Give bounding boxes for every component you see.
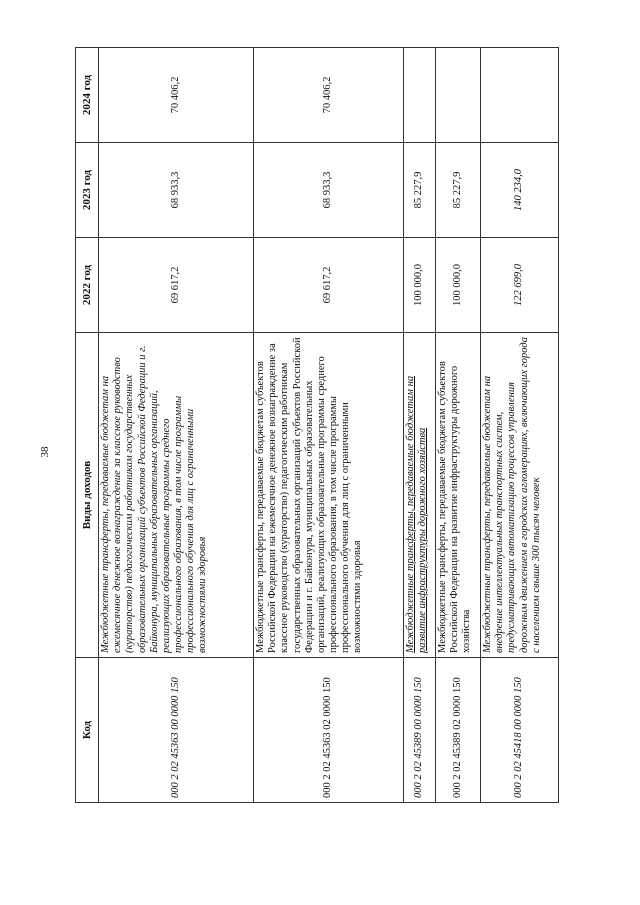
row-code: 000 2 02 45363 02 0000 150	[254, 658, 404, 803]
row-value-2022: 69 617,2	[99, 238, 254, 333]
row-value-2022: 69 617,2	[254, 238, 404, 333]
row-code: 000 2 02 45363 00 0000 150	[99, 658, 254, 803]
row-value-2024	[404, 48, 436, 143]
row-code: 000 2 02 45389 00 0000 150	[404, 658, 436, 803]
row-code: 000 2 02 45389 02 0000 150	[436, 658, 481, 803]
table-header-row	[76, 48, 99, 803]
row-value-2023: 85 227,9	[404, 143, 436, 238]
table-row	[99, 48, 254, 803]
header-code: Код	[76, 658, 99, 803]
row-value-2024: 70 406,2	[254, 48, 404, 143]
row-value-2024	[436, 48, 481, 143]
row-value-2023: 140 234,0	[481, 143, 559, 238]
table-row	[404, 48, 436, 803]
row-name: Межбюджетные трансферты, передаваемые бюджетам на развитие инфраструктуры дорожного хозяйства	[404, 333, 436, 658]
row-code: 000 2 02 45418 00 0000 150	[481, 658, 559, 803]
table-row	[436, 48, 481, 803]
row-value-2022: 100 000,0	[404, 238, 436, 333]
revenue-table	[75, 47, 559, 803]
row-name: Межбюджетные трансферты, передаваемые бюджетам субъектов Российской Федерации на развитие инфраструктуры дорожного хозяйства	[436, 333, 481, 658]
table-row	[481, 48, 559, 803]
row-name: Межбюджетные трансферты, передаваемые бюджетам на внедрение интеллектуальных транспортных систем, предусматривающих автоматизацию процессов управления дорожным движением в городских агломерациях, включающих города с населением свыше 300 тысяч человек	[481, 333, 559, 658]
row-value-2023: 68 933,3	[254, 143, 404, 238]
table-row	[254, 48, 404, 803]
row-value-2023: 85 227,9	[436, 143, 481, 238]
header-2024: 2024 год	[76, 48, 99, 143]
row-value-2023: 68 933,3	[99, 143, 254, 238]
row-value-2024	[481, 48, 559, 143]
header-name: Виды доходов	[76, 333, 99, 658]
header-2023: 2023 год	[76, 143, 99, 238]
row-value-2022: 100 000,0	[436, 238, 481, 333]
rotated-table-container	[75, 48, 555, 803]
row-value-2022: 122 699,0	[481, 238, 559, 333]
row-value-2024: 70 406,2	[99, 48, 254, 143]
page-number: 38	[39, 446, 51, 458]
header-2022: 2022 год	[76, 238, 99, 333]
row-name: Межбюджетные трансферты, передаваемые бюджетам на ежемесячное денежное вознаграждение за классное руководство (кураторство) педагогическим работникам государственных образовательных организаций субъектов Российской Федерации и г. Байконура, муниципальных образовательных организаций, реализующих образовательные программы среднего профессионального образования, в том числе программы профессионального обучения для лиц с ограниченными возможностями здоровья	[99, 333, 254, 658]
row-name: Межбюджетные трансферты, передаваемые бюджетам субъектов Российской Федерации на ежемесячное денежное вознаграждение за классное руководство (кураторство) педагогическим работникам государственных образовательных организаций субъектов Российской Федерации и г. Байконура, муниципальных образовательных организаций, реализующих образовательные программы среднего профессионального образования, в том числе программы профессионального обучения для лиц с ограниченными возможностями здоровья	[254, 333, 404, 658]
